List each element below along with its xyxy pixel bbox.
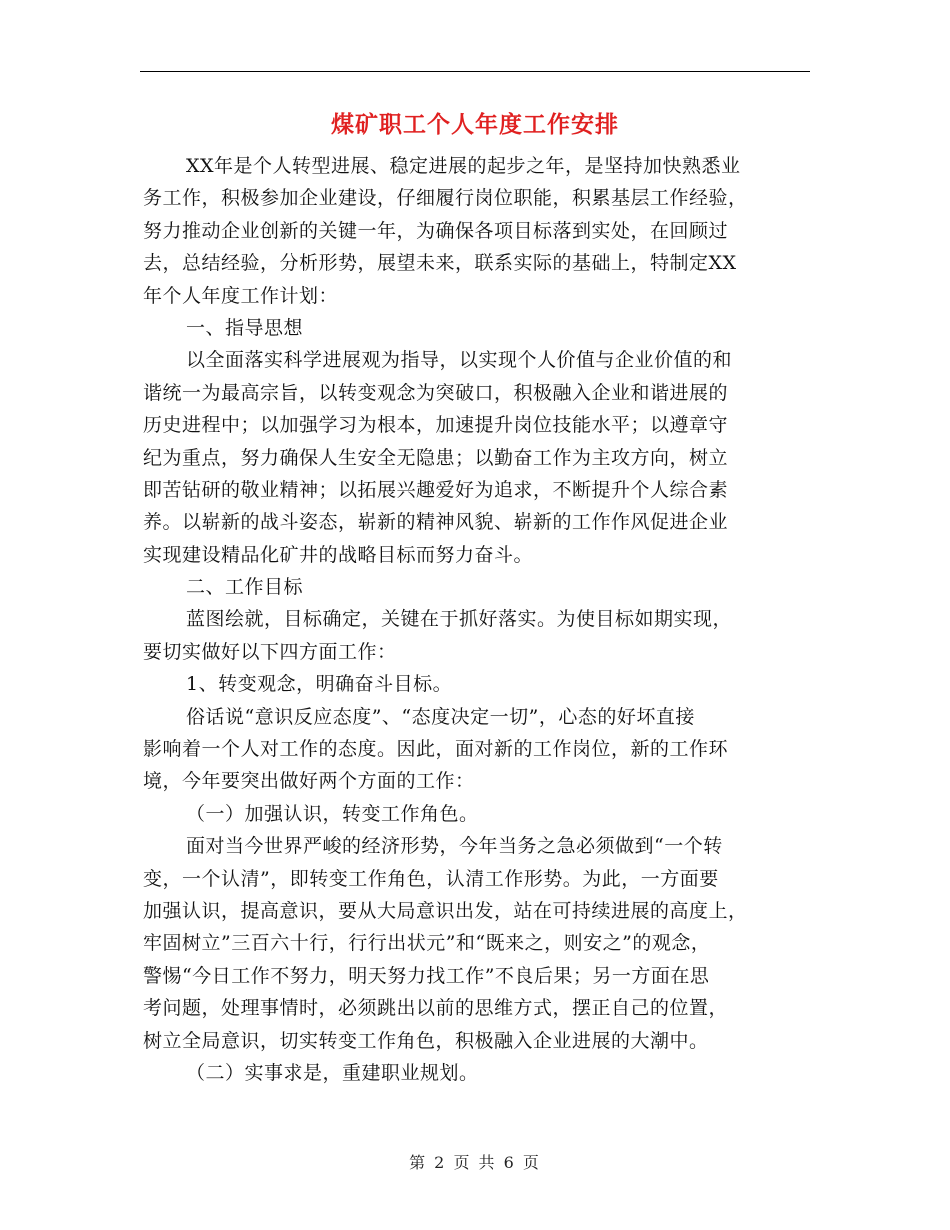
paragraph-line: 纪为重点，努力确保人生安全无隐患；以勤奋工作为主攻方向，树立: [143, 446, 729, 469]
paragraph-line: 蓝图绘就，目标确定，关键在于抓好落实。为使目标如期实现，: [186, 608, 733, 631]
document-title: 煤矿职工个人年度工作安排: [331, 112, 619, 138]
paragraph-line: 努力推动企业创新的关键一年，为确保各项目标落到实处，在回顾过: [143, 219, 729, 242]
paragraph-line: 警惕“今日工作不努力，明天努力找工作”不良后果；另一方面在思: [143, 964, 710, 987]
document-body: [143, 150, 807, 1089]
paragraph-line: 去，总结经验，分析形势，展望未来，联系实际的基础上，特制定XX: [143, 252, 737, 275]
paragraph-line: 养。以崭新的战斗姿态，崭新的精神风貌、崭新的工作作风促进企业: [143, 511, 729, 534]
paragraph-line: 要切实做好以下四方面工作：: [143, 640, 397, 663]
paragraph-line: 树立全局意识，切实转变工作角色，积极融入企业进展的大潮中。: [143, 1029, 709, 1052]
paragraph-line: 谐统一为最高宗旨，以转变观念为突破口，积极融入企业和谐进展的: [143, 381, 729, 404]
paragraph-line: 面对当今世界严峻的经济形势，今年当务之急必须做到“一个转: [186, 835, 723, 858]
paragraph-line: 年个人年度工作计划：: [143, 284, 339, 307]
subsection-heading: （一）加强认识，转变工作角色。: [186, 802, 479, 825]
paragraph-line: 历史进程中；以加强学习为根本，加速提升岗位技能水平；以遵章守: [143, 414, 729, 437]
paragraph-line: 俗话说“意识反应态度”、“态度决定一切”，心态的好坏直接: [186, 705, 695, 728]
paragraph-line: 务工作，积极参加企业建设，仔细履行岗位职能，积累基层工作经验，: [143, 187, 748, 210]
page-number-footer: 第 2 页 共 6 页: [409, 1153, 541, 1172]
subsection-heading: 1、转变观念，明确奋斗目标。: [186, 673, 453, 696]
paragraph-line: 牢固树立”三百六十行，行行出状元”和“既来之，则安之”的观念，: [143, 932, 711, 955]
header-rule: [140, 71, 810, 72]
paragraph-line: 以全面落实科学进展观为指导，以实现个人价值与企业价值的和: [186, 349, 733, 372]
subsection-heading: （二）实事求是，重建职业规划。: [186, 1061, 479, 1084]
paragraph-line: 实现建设精品化矿井的战略目标而努力奋斗。: [143, 543, 534, 566]
paragraph-line: XX年是个人转型进展、稳定进展的起步之年，是坚持加快熟悉业: [186, 155, 741, 177]
section-heading: 一、指导思想: [186, 316, 304, 339]
paragraph-line: 影响着一个人对工作的态度。因此，面对新的工作岗位，新的工作环: [143, 738, 729, 761]
paragraph-line: 境，今年要突出做好两个方面的工作：: [143, 770, 475, 793]
paragraph-line: 即苦钻研的敬业精神；以拓展兴趣爱好为追求，不断提升个人综合素: [143, 478, 729, 501]
section-heading: 二、工作目标: [186, 576, 304, 599]
paragraph-line: 考问题，处理事情时，必须跳出以前的思维方式，摆正自己的位置，: [143, 997, 729, 1020]
paragraph-line: 加强认识，提高意识，要从大局意识出发，站在可持续进展的高度上，: [143, 899, 748, 922]
paragraph-line: 变，一个认清”，即转变工作角色，认清工作形势。为此，一方面要: [143, 867, 719, 890]
